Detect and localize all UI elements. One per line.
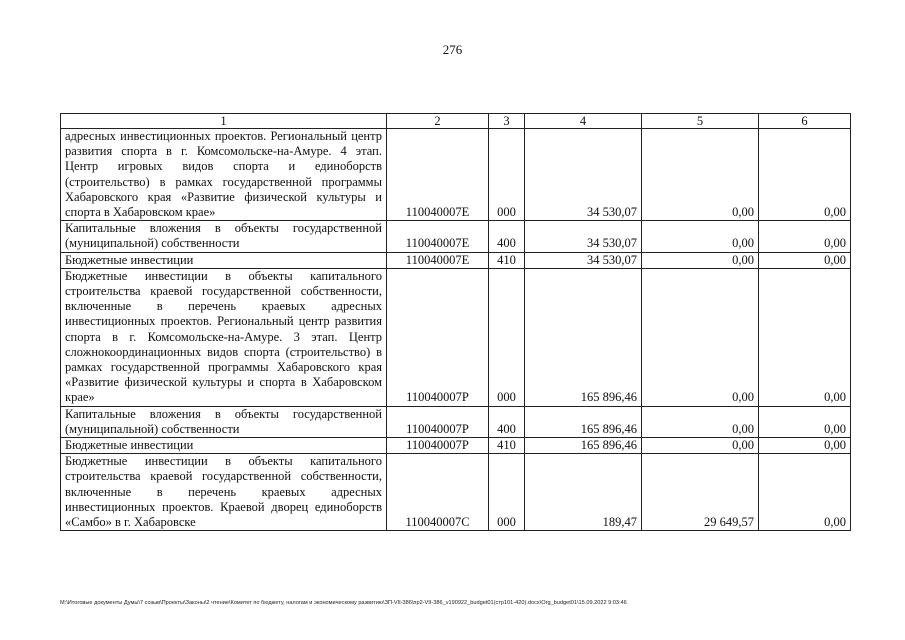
row-kind-cell: 410 [489,438,525,454]
row-kind-cell: 000 [489,454,525,531]
row-value-4-cell: 165 896,46 [525,406,642,437]
row-code-cell: 110040007С [387,454,489,531]
table-row [61,268,851,406]
header-cell-3: 3 [489,114,525,129]
table-row [61,454,851,531]
row-value-4-cell: 165 896,46 [525,268,642,406]
row-value-5-cell: 0,00 [642,406,759,437]
row-value-4-cell: 189,47 [525,454,642,531]
budget-table [60,113,851,531]
row-value-5-cell: 0,00 [642,221,759,252]
header-cell-6: 6 [759,114,851,129]
header-cell-1: 1 [61,114,387,129]
row-kind-cell: 400 [489,406,525,437]
row-value-4-cell: 34 530,07 [525,252,642,268]
row-code-cell: 110040007Р [387,406,489,437]
row-value-4-cell: 34 530,07 [525,221,642,252]
table-row [61,406,851,437]
row-name-cell: Капитальные вложения в объекты государственной (муниципальной) собственности [61,406,387,437]
row-value-5-cell: 0,00 [642,438,759,454]
row-value-6-cell: 0,00 [759,406,851,437]
row-name-cell: Капитальные вложения в объекты государственной (муниципальной) собственности [61,221,387,252]
row-kind-cell: 000 [489,268,525,406]
row-value-6-cell: 0,00 [759,252,851,268]
header-cell-4: 4 [525,114,642,129]
row-value-5-cell: 0,00 [642,252,759,268]
row-name-cell: адресных инвестиционных проектов. Региональный центр развития спорта в г. Комсомольске-на-Амуре. 4 этап. Центр игровых видов спорта и единоборств (строительство) в рамках государственной программы Хабаровского края «Развитие физической культуры и спорта в Хабаровском крае» [61,129,387,221]
table-row [61,129,851,221]
row-value-5-cell: 0,00 [642,268,759,406]
row-name-cell: Бюджетные инвестиции [61,252,387,268]
row-value-5-cell: 0,00 [642,129,759,221]
row-name-cell: Бюджетные инвестиции [61,438,387,454]
table-row [61,252,851,268]
row-kind-cell: 410 [489,252,525,268]
row-value-4-cell: 165 896,46 [525,438,642,454]
header-cell-5: 5 [642,114,759,129]
row-value-6-cell: 0,00 [759,268,851,406]
row-code-cell: 110040007Р [387,268,489,406]
row-kind-cell: 400 [489,221,525,252]
page-number: 276 [442,42,463,57]
row-value-6-cell: 0,00 [759,438,851,454]
table-row [61,438,851,454]
row-value-4-cell: 34 530,07 [525,129,642,221]
row-code-cell: 110040007Е [387,129,489,221]
row-code-cell: 110040007Р [387,438,489,454]
row-value-6-cell: 0,00 [759,221,851,252]
row-name-cell: Бюджетные инвестиции в объекты капитального строительства краевой государственной собственности, включенные в перечень краевых адресных инвестиционных проектов. Краевой дворец единоборств «Самбо» в г. Хабаровске [61,454,387,531]
row-name-cell: Бюджетные инвестиции в объекты капитального строительства краевой государственной собственности, включенные в перечень краевых адресных инвестиционных проектов. Региональный центр развития спорта в г. Комсомольске-на-Амуре. 3 этап. Центр сложнокоординационных видов спорта (строительство) в рамках государственной программы Хабаровского края «Развитие физической культуры и спорта в Хабаровском крае» [61,268,387,406]
row-value-6-cell: 0,00 [759,454,851,531]
row-kind-cell: 000 [489,129,525,221]
document-file-path: М:\Итоговые документы Думы\7 созыв\Проекты\Законы\2 чтение\Комитет по бюджету, налогам и экономическому развитию\ЗП-VII-386\пр2-VII-386_v190922_budget01(стр101-420).docx\Org_budget01\15.09.2022 9:03:46 [60,600,627,606]
row-code-cell: 110040007Е [387,252,489,268]
table-row [61,221,851,252]
table-header-row [61,114,851,129]
row-value-5-cell: 29 649,57 [642,454,759,531]
row-code-cell: 110040007Е [387,221,489,252]
header-cell-2: 2 [387,114,489,129]
row-value-6-cell: 0,00 [759,129,851,221]
